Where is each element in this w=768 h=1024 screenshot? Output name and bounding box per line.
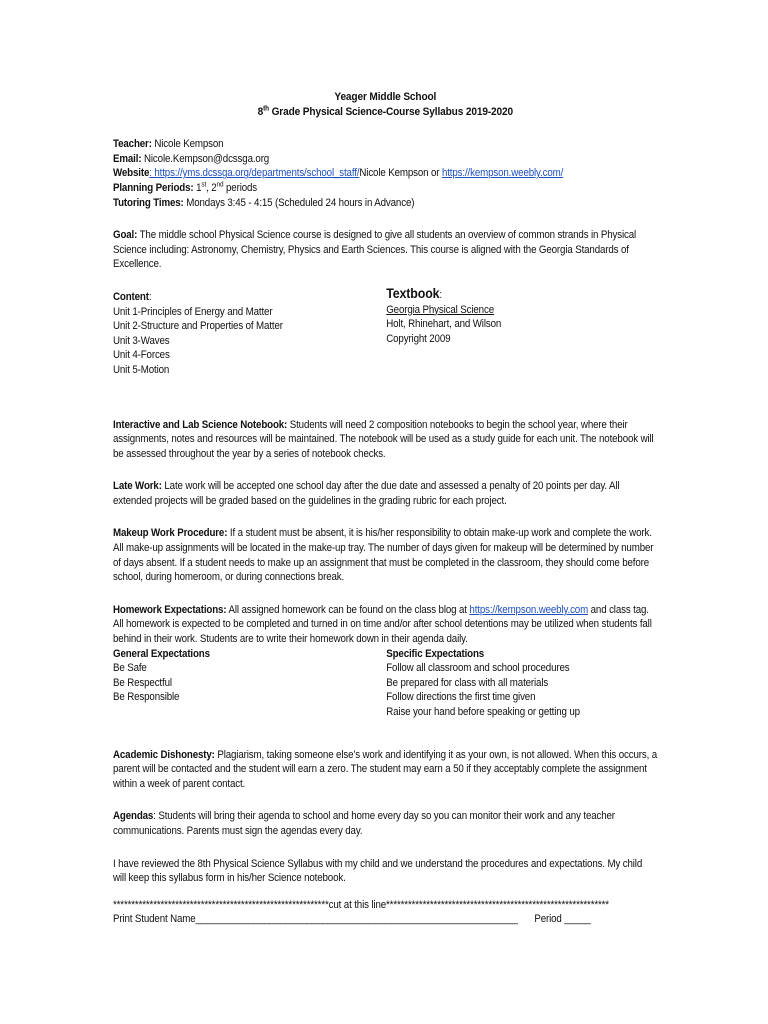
content-column xyxy=(113,290,386,378)
textbook-column xyxy=(386,286,657,378)
planning-periods: periods xyxy=(223,181,258,194)
school-name: Yeager Middle School xyxy=(334,91,437,103)
planning-line xyxy=(113,181,658,196)
textbook-colon: : xyxy=(439,288,443,301)
unit-item: Unit 4-Forces xyxy=(113,349,170,362)
content-colon: : xyxy=(148,290,152,303)
content-heading xyxy=(113,290,386,305)
dishonesty-text: Plagiarism, taking someone else’s work and identifying it as your own, is not allowed. When this occurs, a parent will be contacted and the student will earn a zero. The student may earn a 50 if they acceptably complete the assignment within a week of parent contact. xyxy=(113,748,658,790)
unit-item: Unit 3-Waves xyxy=(113,334,170,347)
staff-page-link[interactable]: : https://yms.dcssga.org/departments/school_staff/ xyxy=(149,167,360,180)
specific-item: Raise your hand before speaking or getting up xyxy=(386,706,580,718)
textbook-title: Georgia Physical Science xyxy=(386,303,494,316)
email-line xyxy=(113,152,658,167)
specific-item: Follow directions the first time given xyxy=(386,691,536,704)
general-expectations-heading: General Expectations xyxy=(113,647,210,660)
email-value: Nicole.Kempson@dcssga.org xyxy=(141,152,270,165)
website-label: Website xyxy=(113,167,150,180)
grade-number: 8 xyxy=(257,105,264,118)
makeup-label: Makeup Work Procedure: xyxy=(113,527,228,540)
planning-first: 1 xyxy=(193,181,202,194)
specific-expectations xyxy=(386,647,657,720)
notebook-label: Interactive and Lab Science Notebook: xyxy=(113,418,288,431)
planning-second: , 2 xyxy=(206,181,217,194)
planning-first-sup: st xyxy=(201,181,207,189)
course-title-text: Grade Physical Science-Course Syllabus 2019-2020 xyxy=(268,105,514,118)
notebook-text: Students will need 2 composition notebooks to begin the school year, where their assignments, notes and resources will be maintained. The notebook will be used as a study guide for each unit. The notebook will be assessed throughout the year by a series of notebook checks. xyxy=(113,418,654,460)
unit-item: Unit 5-Motion xyxy=(113,363,170,376)
email-label: Email: xyxy=(113,152,142,165)
goal-label: Goal: xyxy=(113,229,138,242)
teacher-value: Nicole Kempson xyxy=(151,138,224,151)
specific-item: Be prepared for class with all materials xyxy=(386,676,549,689)
teacher-label: Teacher: xyxy=(113,138,152,151)
homework-label: Homework Expectations: xyxy=(113,603,227,616)
grade-suffix: th xyxy=(263,104,269,112)
textbook-heading xyxy=(386,286,657,303)
general-item: Be Respectful xyxy=(113,676,172,689)
period-field: Period _____ xyxy=(534,913,591,926)
syllabus-page xyxy=(113,90,658,927)
specific-item: Follow all classroom and school procedures xyxy=(386,662,570,675)
website-mid-text: Nicole Kempson or xyxy=(359,167,442,180)
dishonesty-label: Academic Dishonesty: xyxy=(113,748,215,761)
notebook-paragraph xyxy=(113,418,658,462)
textbook-label: Textbook xyxy=(386,285,440,301)
tutoring-line xyxy=(113,196,658,211)
expectations-section xyxy=(113,647,658,720)
class-blog-link[interactable]: https://kempson.weebly.com/ xyxy=(441,167,564,180)
late-work-label: Late Work: xyxy=(113,480,162,493)
course-title xyxy=(113,105,658,120)
unit-item: Unit 2-Structure and Properties of Matter xyxy=(113,320,283,333)
specific-expectations-heading: Specific Expectations xyxy=(386,647,485,660)
cut-line: ***********************************************************cut at this line************************************************************* xyxy=(113,898,609,911)
goal-paragraph xyxy=(113,228,658,272)
content-textbook-section xyxy=(113,285,658,378)
student-name-field: Print Student Name_____________________________________________________________ xyxy=(113,913,518,926)
teacher-line xyxy=(113,137,658,152)
general-expectations xyxy=(113,647,386,720)
textbook-authors: Holt, Rhinehart, and Wilson xyxy=(386,318,502,331)
agendas-text: : Students will bring their agenda to school and home every day so you can monitor their work and any teacher communications. Parents must sign the agendas every day. xyxy=(113,810,615,837)
tutoring-value: Mondays 3:45 - 4:15 (Scheduled 24 hours in Advance) xyxy=(183,196,415,209)
makeup-paragraph xyxy=(113,526,658,584)
goal-text: The middle school Physical Science course is designed to give all students an overview of common strands in Physical Science including: Astronomy, Chemistry, Physics and Earth Sciences. This course is aligned with the Georgia Standards of Excellence. xyxy=(113,229,637,271)
website-line xyxy=(113,166,658,181)
general-item: Be Safe xyxy=(113,662,147,675)
content-label: Content xyxy=(113,290,149,303)
signature-row xyxy=(113,912,658,927)
homework-text-1: All assigned homework can be found on the class blog at xyxy=(226,603,470,616)
homework-blog-link[interactable]: https://kempson.weebly.com xyxy=(469,603,589,616)
review-paragraph: I have reviewed the 8th Physical Science Syllabus with my child and we understand the procedures and expectations. My child will keep this syllabus form in his/her Science notebook. xyxy=(113,857,643,885)
late-work-paragraph xyxy=(113,479,658,508)
makeup-text: If a student must be absent, it is his/her responsibility to obtain make-up work and complete the work. All make-up assignments will be located in the make-up tray. The number of days given for makeup will be determined by number of days absent. If a student needs to make up an assignment that must be completed in the classroom, they should come before school, during homeroom, or during connections break. xyxy=(113,527,654,584)
tutoring-label: Tutoring Times: xyxy=(113,196,184,209)
late-work-text: Late work will be accepted one school day after the due date and assessed a penalty of 20 points per day. All extended projects will be graded based on the guidelines in the grading rubric for each project. xyxy=(113,480,620,507)
agendas-paragraph xyxy=(113,809,658,838)
planning-label: Planning Periods: xyxy=(113,181,194,194)
textbook-copyright: Copyright 2009 xyxy=(386,332,451,345)
agendas-label: Agendas xyxy=(113,810,154,823)
homework-paragraph xyxy=(113,603,658,647)
planning-second-sup: nd xyxy=(216,181,224,189)
unit-item: Unit 1-Principles of Energy and Matter xyxy=(113,305,273,318)
dishonesty-paragraph xyxy=(113,748,658,792)
homework-text-2: and class tag. All homework is expected to be completed and turned in on time and/or after school detentions may be utilized when students fall behind in their work. Students are to write their homework down in their agenda daily. xyxy=(113,603,652,646)
general-item: Be Responsible xyxy=(113,691,180,704)
